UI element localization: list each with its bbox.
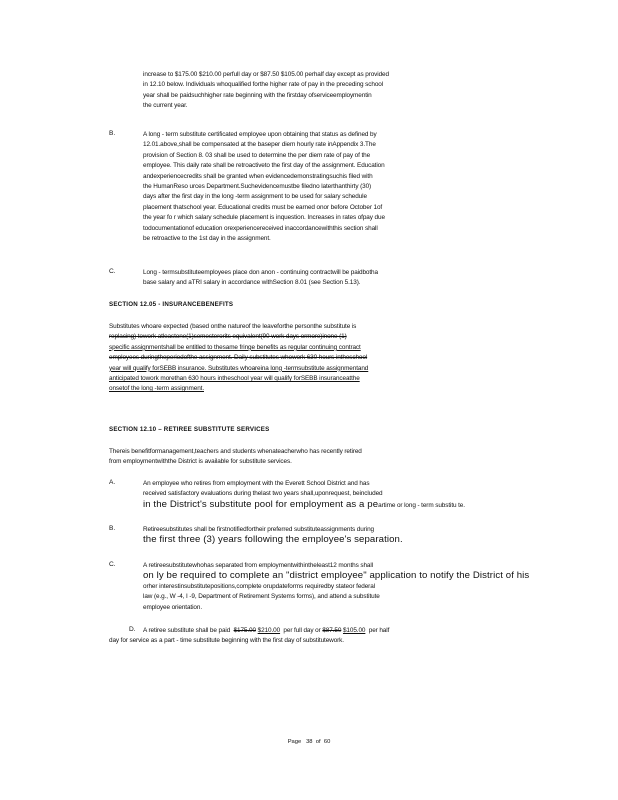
inserted-amount: $105.00 <box>342 627 366 634</box>
item-marker-a: A. <box>109 479 116 486</box>
item-c2-paragraph <box>143 561 529 613</box>
item-b2-paragraph <box>143 525 403 546</box>
section-12-05-heading: SECTION 12.05 - INSURANCEBENEFITS <box>109 301 234 308</box>
text-line: year shall be paidsuchhigher rate beginning with the firstday ofserviceemploymentin <box>143 91 372 99</box>
section-12-10-paragraph <box>109 447 362 468</box>
text-line <box>143 500 465 511</box>
text-line: received satisfactory evaluations during thelast two years shall,uponrequest, beincluded <box>143 490 383 498</box>
text-line: onsetof the long -term assignment. <box>109 385 204 393</box>
text-line: orher interestinsubstitutepositions,complete orupdateforms requiredby stateor federal <box>143 582 375 590</box>
text-line: replacing) towork atleastone(1)semesterorits equivalent(90 work days ormore)inone (1) <box>109 333 347 341</box>
item-marker-b: B. <box>109 130 116 137</box>
deleted-amount: $175.00 <box>233 627 256 634</box>
text-line: the year fo r which salary schedule placement is inquestion. Increases in rates ofpay due <box>143 214 385 222</box>
text-line: anticipated towork morethan 630 hours intheschool year will qualify forSEBB insuranceatthe <box>109 375 360 383</box>
text-line: todocumentationof education orexperiencereceived inaccordancewiththis section shall <box>143 224 378 232</box>
page-of: of <box>315 739 321 745</box>
item-b-paragraph <box>143 130 385 244</box>
text-line: Thereis benefitformanagement,teachers and students whenateacherwho has recently retired <box>109 448 362 455</box>
item-marker-d: D. <box>129 626 136 633</box>
page-number: 38 <box>306 739 313 745</box>
item-a-paragraph <box>143 479 465 511</box>
text-line: specific assignmentshall be entitled to thesame fringe benefits as regular continuing contract <box>109 343 361 351</box>
text-line: Retireesubstitutes shall be firstnotifiedfortheir preferred substituteassignments during <box>143 526 374 533</box>
text-line: day for service as a part - time substitute beginning with the first day of substitutework. <box>109 637 344 644</box>
text-line: provision of Section 8. 03 shall be used to determine the per diem rate of pay of the <box>143 151 371 159</box>
text-line: year will qualify forSEBB insurance. Substitutes whoareina long -termsubstitute assignmentand <box>109 364 369 372</box>
text-line <box>143 626 389 636</box>
large-text: the first three (3) years following the employee's separation. <box>143 534 403 546</box>
text-line: A long - term substitute certificated employee upon obtaining that status as defined by <box>143 131 377 138</box>
text-line: employees duringtheperiodofthe assignment. Daily substitutes whowork 630 hours intheschool <box>109 354 368 362</box>
text-line: Substitutes whoare expected (based onthe natureof the leaveforthe personthe substitute is <box>109 323 357 330</box>
text-segment: A retiree substitute shall be paid <box>143 627 231 634</box>
text-line: A retireesubstitutewhohas separated from employmentwithintheleast12 months shall <box>143 562 374 569</box>
text-line: An employee who retires from employment with the Everett School District and has <box>143 480 370 487</box>
item-d-continuation <box>109 636 344 646</box>
deleted-amount: $87.50 <box>322 627 342 634</box>
text-line: in 12.10 below. Individuals whoqualified forthe higher rate of pay in the preceding school <box>143 81 384 89</box>
text-line: employee. This daily rate shall be retroactiveto the first day of the assignment. Education <box>143 162 385 170</box>
text-line: be retroactive to the 1st day in the assignment. <box>143 235 271 243</box>
page-footer <box>0 739 618 745</box>
item-marker-b2: B. <box>109 525 116 532</box>
continuation-paragraph <box>143 70 389 112</box>
item-marker-c: C. <box>109 268 116 275</box>
item-d-paragraph <box>143 626 389 636</box>
section-12-05-paragraph <box>109 322 368 395</box>
section-12-10-heading: SECTION 12.10 – RETIREE SUBSTITUTE SERVICES <box>109 426 270 433</box>
text-line: Long - termsubstituteemployees place don anon - continuing contractwill be paidbotha <box>143 269 378 276</box>
text-segment: per half <box>368 627 390 634</box>
item-marker-c2: C. <box>109 561 116 568</box>
large-text: on ly be required to complete an "district employee" application to notify the District of his <box>143 570 530 582</box>
text-line: the current year. <box>143 102 188 110</box>
text-line: increase to $175.00 $210.00 perfull day or $87.50 $105.00 perhalf day except as provided <box>143 71 389 78</box>
text-line: base salary and aTRI salary in accordance withSection 8.01 (see Section 5.13). <box>143 279 361 287</box>
text-segment: per full day or <box>283 627 321 634</box>
text-line: from employmentwiththe District is available for substitute services. <box>109 458 292 466</box>
text-line: law (e.g., W -4, I -9, Department of Retirement Systems forms), and attend a substitute <box>143 593 380 601</box>
text-line: placement thatschool year. Educational credits must be earned onor before October 1of <box>143 203 383 211</box>
text-line: andexperiencecredits shall be granted when evidencedemonstratingsuchis filed with <box>143 172 373 180</box>
inserted-amount: $210.00 <box>257 627 281 634</box>
large-text: in the District's substitute pool for employment as a pe <box>143 498 379 510</box>
text-line: the HumanReso urces Department.Suchevidencemustbe filedno laterthanthirty (30) <box>143 183 372 191</box>
page-total: 60 <box>323 739 331 745</box>
text-line: employee orientation. <box>143 603 203 611</box>
item-c-paragraph <box>143 268 378 289</box>
text-line: 12.01.above,shall be compensated at the baseper diem hourly rate inAppendix 3.The <box>143 141 376 149</box>
text-line: days after the first day in the long -term assignment to be used for salary schedule <box>143 193 367 201</box>
page-label: Page <box>287 739 302 745</box>
text-tail: artime or long - term substitu te. <box>378 501 465 509</box>
